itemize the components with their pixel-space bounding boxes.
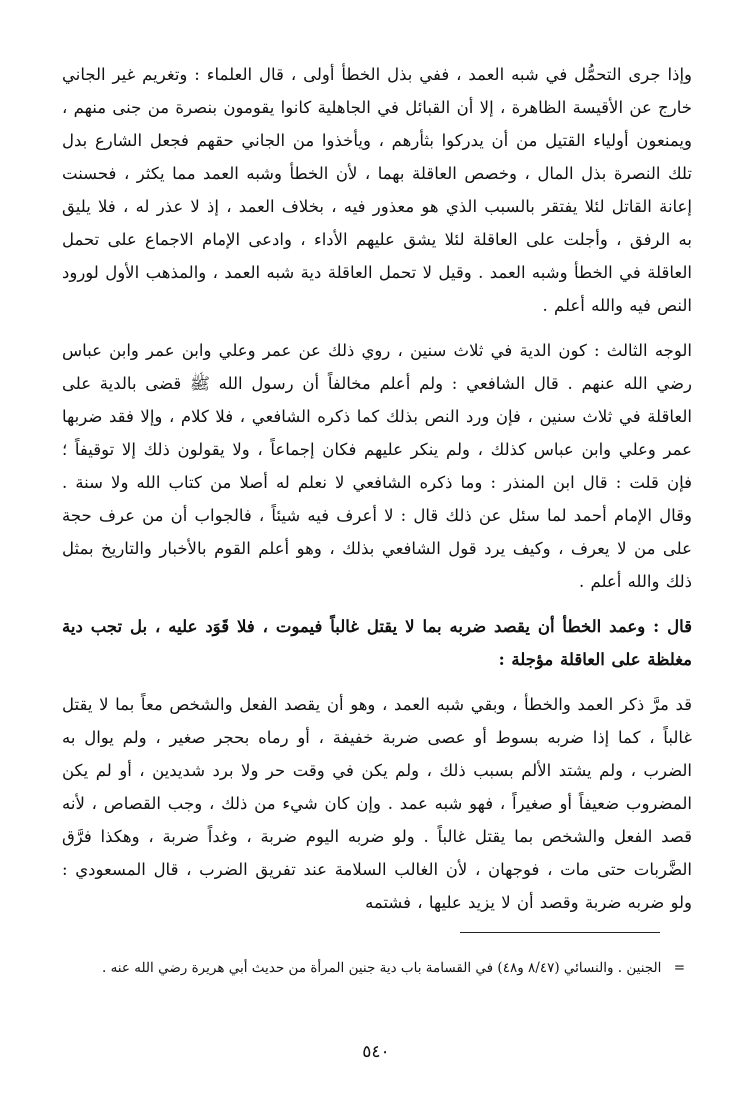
footnote-text: الجنين . والنسائي (٨/٤٧ و٤٨) في القسامة باب دية جنين المرأة من حديث أبي هريرة رضي الله عنه .: [101, 960, 662, 976]
page-number: ٥٤٠: [362, 1042, 390, 1062]
paragraph-gap: [62, 322, 692, 334]
paragraph-gap: [62, 598, 692, 610]
paragraph-1: وإذا جرى التحمُّل في شبه العمد ، ففي بذل الخطأ أولى ، قال العلماء : وتغريم غير الجاني خارج عن الأقيسة الظاهرة ، إلا أن القبائل في الجاهلية كانوا يقومون بنصرة من جنى منهم ، ويمنعون أولياء القتيل من أن يدركوا بثأرهم ، ويأخذوا من الجاني حقهم فجعل الشارع بدل تلك النصرة بذل المال ، وخصص العاقلة بهما ، لأن الخطأ وشبه العمد مما يكثر ، فحسنت إعانة القاتل لئلا يفتقر بالسبب الذي هو معذور فيه ، بخلاف العمد ، إذ لا عذر له ، فلا يليق به الرفق ، وأجلت على العاقلة لئلا يشق عليهم الأداء ، وادعى الإمام الاجماع على تحمل العاقلة في الخطأ وشبه العمد . وقيل لا تحمل العاقلة دية شبه العمد ، والمذهب الأول لورود النص فيه والله أعلم .: [62, 65, 692, 315]
footnote-separator: [460, 932, 660, 933]
matn-heading: قال : وعمد الخطأ أن يقصد ضربه بما لا يقتل غالباً فيموت ، فلا قَوَد عليه ، بل تجب دية مغلظة على العاقلة مؤجلة :: [62, 617, 692, 669]
paragraph-4: قد مرَّ ذكر العمد والخطأ ، وبقي شبه العمد ، وهو أن يقصد الفعل والشخص معاً بما لا يقتل غالباً ، كما إذا ضربه بسوط أو عصى ضربة خفيفة ، أو رماه بحجر صغير ، ولم يوال به الضرب ، ولم يشتد الألم بسبب ذلك ، ولم يكن في وقت حر ولا برد شديدين ، أو لم يكن المضروب ضعيفاً أو صغيراً ، فهو شبه عمد . وإن كان شيء من ذلك ، وجب القصاص ، لأنه قصد الفعل والشخص بما يقتل غالباً . ولو ضربه اليوم ضربة ، وغداً ضربة ، وهكذا فرَّق الضَّربات حتى مات ، فوجهان ، لأن الغالب السلامة عند تفريق الضرب ، قال المسعودي : ولو ضربه ضربة وقصد أن لا يزيد عليها ، فشتمه: [62, 695, 692, 912]
main-text-block: [62, 58, 692, 919]
footnote: [85, 955, 685, 981]
paragraph-gap: [62, 676, 692, 688]
paragraph-2: الوجه الثالث : كون الدية في ثلاث سنين ، روي ذلك عن عمر وعلي وابن عمر وابن عباس رضي الله عنهم . قال الشافعي : ولم أعلم مخالفاً أن رسول الله ﷺ قضى بالدية على العاقلة في ثلاث سنين ، فإن ورد النص بذلك كما ذكره الشافعي ، فلا كلام ، وإلا فقد ضربها عمر وعلي وابن عباس كذلك ، ولم ينكر عليهم فكان إجماعاً ، ولا يقولون ذلك إلا توقيفاً ؛ فإن قلت : قال ابن المنذر : وما ذكره الشافعي لا نعلم له أصلا من كتاب الله ولا سنة . وقال الإمام أحمد لما سئل عن ذلك قال : لا أعرف فيه شيئاً ، فالجواب أن من عرف حجة على من لا يعرف ، وكيف يرد قول الشافعي بذلك ، وهو أعلم القوم بالأخبار والتاريخ بمثل ذلك والله أعلم .: [62, 341, 692, 591]
footnote-marker: =: [673, 960, 685, 976]
